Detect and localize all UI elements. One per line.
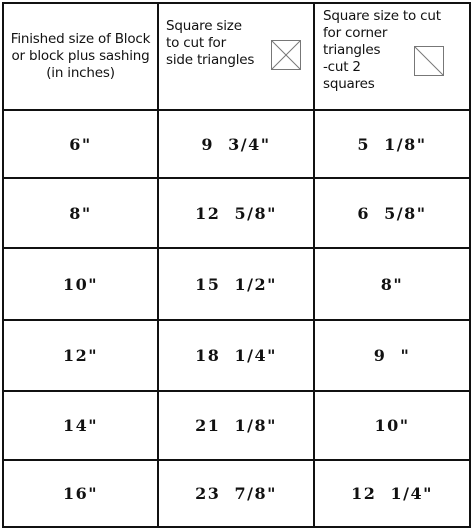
header-line: (in inches) [46,65,115,81]
table-cell [159,179,313,247]
header-line: -cut 2 [323,59,361,75]
corner-triangle-square-value: 9 " [373,346,411,365]
finished-size-value: 10" [62,274,99,294]
side-triangle-square-value: 23 7/8" [195,484,277,503]
quilt-cutting-table [2,2,471,528]
header-finished-size-text [11,31,150,82]
table-cell [315,321,469,390]
side-triangle-square-value: 9 3/4" [201,134,271,154]
finished-size-value: 14" [62,416,99,435]
table-cell [159,249,313,319]
header-finished-size [4,4,157,109]
finished-size-value: 8" [69,203,92,223]
side-triangle-square-value: 21 1/8" [195,416,277,435]
side-triangle-square-value: 15 1/2" [195,274,277,294]
table-cell [315,179,469,247]
table-cell [4,111,157,177]
header-line: to cut for [166,35,226,51]
table-cell [4,461,157,526]
table-cell [4,249,157,319]
header-line: for corner [323,25,388,41]
table-cell [315,461,469,526]
header-line: Square size [166,18,242,34]
table-cell [315,111,469,177]
corner-triangle-square-value: 5 1/8" [357,134,427,154]
table-cell [159,461,313,526]
header-side-triangles-text [166,18,254,69]
header-line: Square size to cut [323,8,441,24]
table-cell [4,392,157,459]
header-line: side triangles [166,52,255,68]
square-diagonal-x-icon [271,40,301,70]
table-cell [159,392,313,459]
table-cell [159,321,313,390]
header-line: triangles [323,42,381,58]
finished-size-value: 12" [62,346,99,365]
corner-triangle-square-value: 12 1/4" [351,484,433,503]
table-cell [315,392,469,459]
table-cell [315,249,469,319]
table-cell [159,111,313,177]
corner-triangle-square-value: 8" [380,274,404,294]
square-single-diagonal-icon [414,46,444,76]
header-line: or block plus sashing [11,48,150,64]
header-line: Finished size of Block [10,31,151,47]
header-corner-triangles [315,4,469,109]
table-cell [4,321,157,390]
corner-triangle-square-value: 6 5/8" [357,203,427,223]
header-line: squares [323,76,375,92]
header-side-triangles [159,4,313,109]
finished-size-value: 16" [62,484,99,503]
side-triangle-square-value: 12 5/8" [195,203,277,223]
finished-size-value: 6" [69,134,92,154]
table-cell [4,179,157,247]
side-triangle-square-value: 18 1/4" [195,346,277,365]
corner-triangle-square-value: 10" [374,416,410,435]
